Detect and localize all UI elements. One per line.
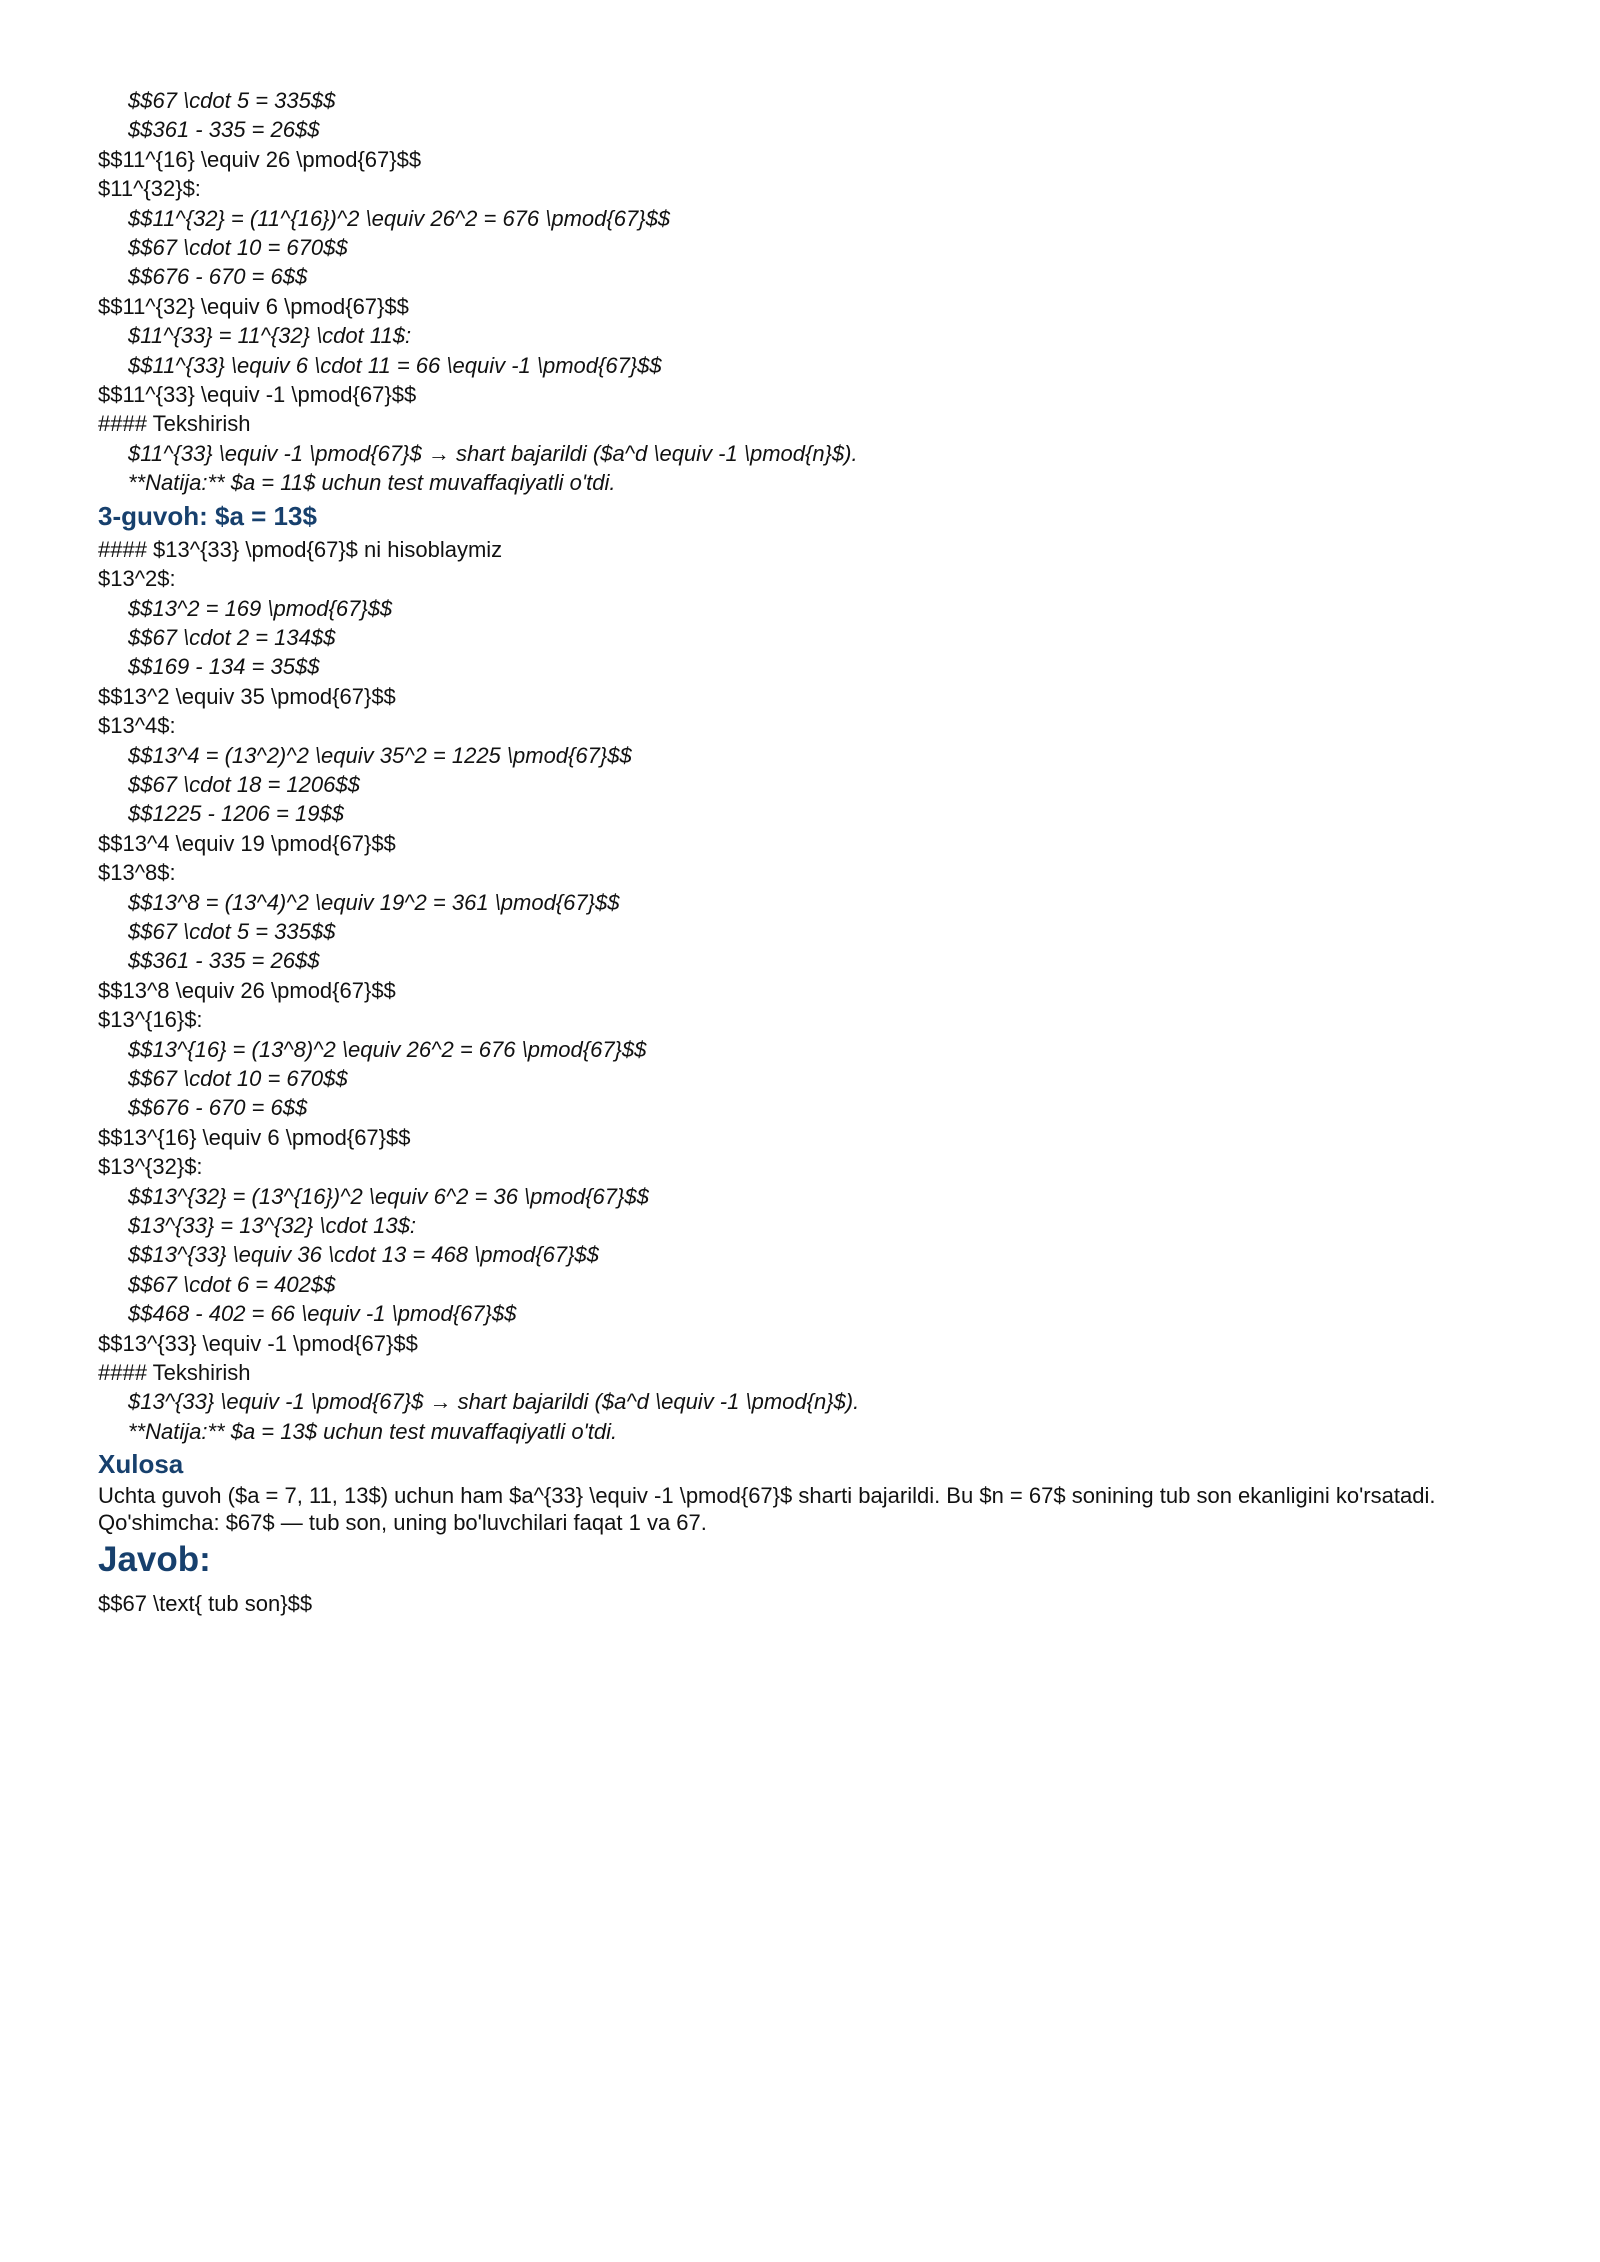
calc-line: $$13^2 = 169 \pmod{67}$$ <box>128 595 393 621</box>
calc-line: $$676 - 670 = 6$$ <box>128 1095 308 1121</box>
calc-line: $$11^{32} = (11^{16})^2 \equiv 26^2 = 676 \pmod{67}$$ <box>128 205 671 231</box>
calc-line: $$67 \cdot 5 = 335$$ <box>128 918 336 944</box>
calc-line: $$676 - 670 = 6$$ <box>128 264 308 290</box>
power-label: $13^4$: <box>98 713 176 739</box>
calc-line: $$67 \cdot 2 = 134$$ <box>128 624 336 650</box>
calc-line: $$169 - 134 = 35$$ <box>128 654 320 680</box>
conclusion-paragraph: Uchta guvoh ($a = 7, 11, 13$) uchun ham $a^{33} \equiv -1 \pmod{67}$ sharti bajarildi. Bu $n = 67$ sonining tub son ekanligini ko'rsatadi. <box>98 1483 1436 1509</box>
result-line: $$13^{33} \equiv -1 \pmod{67}$$ <box>98 1330 418 1356</box>
calc-line: $$13^{32} = (13^{16})^2 \equiv 6^2 = 36 \pmod{67}$$ <box>128 1183 649 1209</box>
result-line: $$11^{16} \equiv 26 \pmod{67}$$ <box>98 146 422 172</box>
check-heading: #### Tekshirish <box>98 1360 251 1386</box>
document-content <box>98 86 1512 1618</box>
calc-line: $$67 \cdot 18 = 1206$$ <box>128 771 360 797</box>
power-label: $13^8$: <box>98 860 176 886</box>
calc-line: $$361 - 335 = 26$$ <box>128 117 320 143</box>
calc-line: $$67 \cdot 5 = 335$$ <box>128 88 336 113</box>
check-line: $11^{33} \equiv -1 \pmod{67}$ → shart bajarildi ($a^d \equiv -1 \pmod{n}$). <box>128 440 858 466</box>
power-label: $11^{32}$: <box>98 176 201 202</box>
calc-line: $11^{33} = 11^{32} \cdot 11$: <box>128 323 412 349</box>
calc-line: $$361 - 335 = 26$$ <box>128 948 320 974</box>
result-statement: **Natija:** $a = 13$ uchun test muvaffaqiyatli o'tdi. <box>128 1418 618 1444</box>
calc-line: $$67 \cdot 10 = 670$$ <box>128 1066 348 1091</box>
section-heading-guvoh-3: 3-guvoh: $a = 13$ <box>98 500 317 531</box>
subheading: #### $13^{33} \pmod{67}$ ni hisoblaymiz <box>98 536 503 562</box>
result-line: $$11^{32} \equiv 6 \pmod{67}$$ <box>98 293 409 319</box>
calc-line: $$67 \cdot 10 = 670$$ <box>128 235 348 261</box>
check-heading: #### Tekshirish <box>98 411 251 437</box>
answer-heading: Javob: <box>98 1540 211 1580</box>
result-line: $$13^8 \equiv 26 \pmod{67}$$ <box>98 977 396 1003</box>
check-line: $13^{33} \equiv -1 \pmod{67}$ → shart bajarildi ($a^d \equiv -1 \pmod{n}$). <box>128 1389 860 1415</box>
calc-line: $$468 - 402 = 66 \equiv -1 \pmod{67}$$ <box>128 1301 517 1327</box>
calc-line: $$11^{33} \equiv 6 \cdot 11 = 66 \equiv -1 \pmod{67}$$ <box>128 352 662 378</box>
calc-line: $$67 \cdot 6 = 402$$ <box>128 1271 336 1297</box>
result-line: $$13^4 \equiv 19 \pmod{67}$$ <box>98 830 396 856</box>
calc-line: $$13^{16} = (13^8)^2 \equiv 26^2 = 676 \pmod{67}$$ <box>128 1036 647 1062</box>
conclusion-note: Qo'shimcha: $67$ — tub son, uning bo'luvchilari faqat 1 va 67. <box>98 1510 707 1536</box>
calc-line: $$13^4 = (13^2)^2 \equiv 35^2 = 1225 \pmod{67}$$ <box>128 742 632 768</box>
result-line: $$11^{33} \equiv -1 \pmod{67}$$ <box>98 382 417 408</box>
power-label: $13^{16}$: <box>98 1007 203 1033</box>
calc-line: $13^{33} = 13^{32} \cdot 13$: <box>128 1213 416 1239</box>
calc-line: $$13^8 = (13^4)^2 \equiv 19^2 = 361 \pmod{67}$$ <box>128 889 620 915</box>
power-label: $13^{32}$: <box>98 1154 203 1180</box>
result-statement: **Natija:** $a = 11$ uchun test muvaffaqiyatli o'tdi. <box>128 470 616 496</box>
power-label: $13^2$: <box>98 566 176 592</box>
calc-line: $$13^{33} \equiv 36 \cdot 13 = 468 \pmod{67}$$ <box>128 1242 599 1268</box>
section-heading-xulosa: Xulosa <box>98 1449 184 1480</box>
answer-line: $$67 \text{ tub son}$$ <box>98 1591 313 1617</box>
result-line: $$13^{16} \equiv 6 \pmod{67}$$ <box>98 1124 411 1150</box>
result-line: $$13^2 \equiv 35 \pmod{67}$$ <box>98 683 396 709</box>
calc-line: $$1225 - 1206 = 19$$ <box>128 801 344 827</box>
